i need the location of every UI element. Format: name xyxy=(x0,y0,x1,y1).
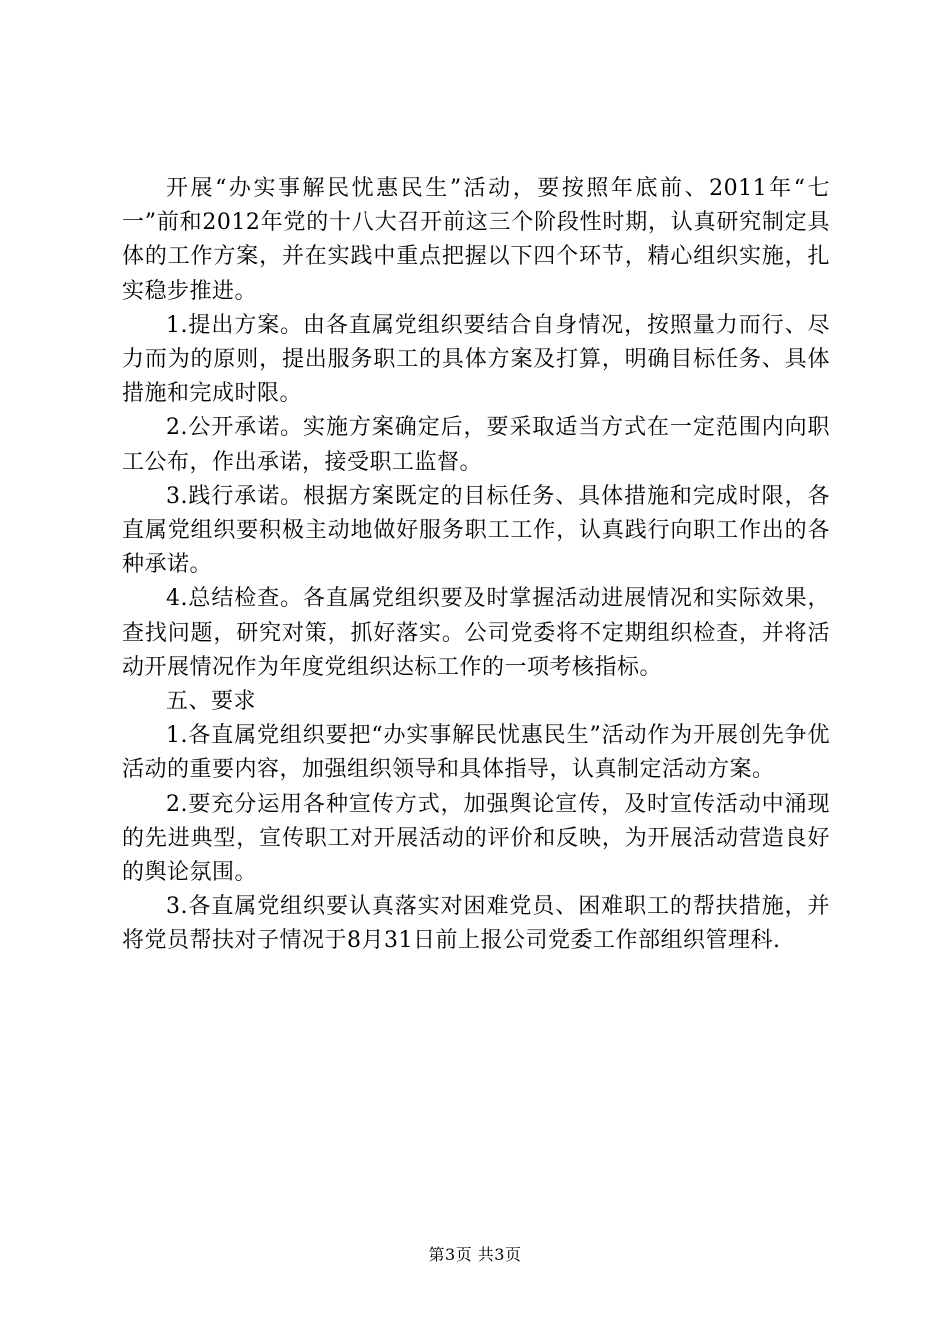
section-heading-requirements: 五、要求 xyxy=(166,689,257,715)
paragraph-step-1: 1.提出方案。由各直属党组织要结合自身情况，按照量力而行、尽力而为的原则，提出服务职工的具体方案及打算，明确目标任务、具体措施和完成时限。 xyxy=(122,312,830,407)
paragraph-step-2: 2.公开承诺。实施方案确定后，要采取适当方式在一定范围内向职工公布，作出承诺，接受职工监督。 xyxy=(122,415,830,475)
paragraph-step-4: 4.总结检查。各直属党组织要及时掌握活动进展情况和实际效果，查找问题，研究对策，抓好落实。公司党委将不定期组织检查，并将活动开展情况作为年度党组织达标工作的一项考核指标。 xyxy=(122,586,830,680)
paragraph-requirement-2: 2.要充分运用各种宣传方式，加强舆论宣传，及时宣传活动中涌现的先进典型，宣传职工对开展活动的评价和反映，为开展活动营造良好的舆论氛围。 xyxy=(122,791,830,886)
paragraph-intro: 开展“办实事解民忧惠民生”活动，要按照年底前、2011年“七一”前和2012年党的十八大召开前这三个阶段性时期，认真研究制定具体的工作方案，并在实践中重点把握以下四个环节，精心组织实施，扎实稳步推进。 xyxy=(122,176,830,304)
paragraph-step-3: 3.践行承诺。根据方案既定的目标任务、具体措施和完成时限，各直属党组织要积极主动地做好服务职工工作，认真践行向职工作出的各种承诺。 xyxy=(122,483,830,578)
document-body xyxy=(122,172,830,959)
page-number-footer: 第3页 共3页 xyxy=(428,1245,522,1264)
paragraph-requirement-3: 3.各直属党组织要认真落实对困难党员、困难职工的帮扶措施，并将党员帮扶对子情况于8月31日前上报公司党委工作部组织管理科. xyxy=(122,894,830,954)
paragraph-requirement-1: 1.各直属党组织要把“办实事解民忧惠民生”活动作为开展创先争优活动的重要内容，加强组织领导和具体指导，认真制定活动方案。 xyxy=(122,723,830,783)
